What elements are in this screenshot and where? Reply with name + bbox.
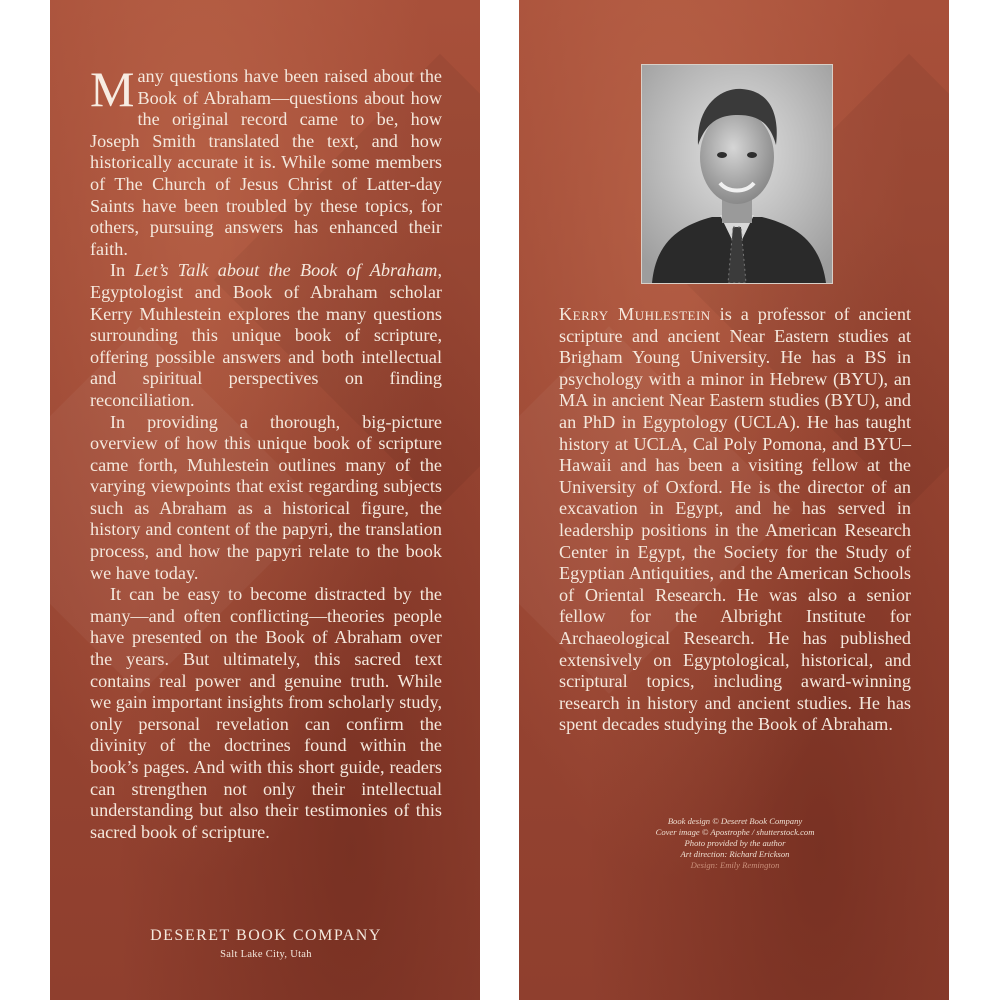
author-photo — [641, 64, 833, 284]
description-paragraph-1: Many questions have been raised about the Book of Abraham—questions about how the original record came to be, how Joseph Smith translated the text, and how historically accurate it is. While some members of The Church of Jesus Christ of Latter-day Saints have been troubled by these topics, for others, pursuing answers has enhanced their faith. — [90, 61, 442, 259]
publisher-city: Salt Lake City, Utah — [220, 949, 312, 960]
credit-line: Design: Emily Remington — [690, 860, 780, 870]
credit-line: Book design © Deseret Book Company — [667, 816, 803, 826]
description-paragraph-2: In Let’s Talk about the Book of Abraham, Egyptologist and Book of Abraham scholar Kerry Muhlestein explores the many questions surrounding this unique book of scripture, offering possible answers and both intellectual and spiritual perspectives on finding reconciliation. — [90, 260, 442, 410]
back-cover-right-panel — [519, 0, 949, 1000]
description-paragraph-3: In providing a thorough, big-picture overview of how this unique book of scripture came forth, Muhlestein outlines many of the varying viewpoints that exist regarding subjects such as Abraham as a historical figure, the history and content of the papyri, the translation process, and how the papyri relate to the book we have today. — [90, 411, 442, 583]
description-paragraph-4: It can be easy to become distracted by the many—and often conflicting—theories people have presented on the Book of Abraham over the years. But ultimately, this sacred text contains real power and genuine truth. While we gain important insights from scholarly study, only personal revelation can confirm the divinity of the doctrines found within the book’s pages. And with this short guide, readers can strengthen not only their intellectual understanding but also their testimonies of this sacred book of scripture. — [90, 584, 442, 842]
credit-line: Photo provided by the author — [684, 838, 786, 848]
cover-credits — [559, 816, 911, 871]
book-title: Let’s Talk about the Book of Abraham — [134, 260, 438, 281]
credit-line: Cover image © Apostrophe / shutterstock.com — [655, 827, 815, 837]
book-description — [90, 61, 442, 843]
author-bio — [559, 304, 911, 736]
credit-line: Art direction: Richard Erickson — [680, 849, 790, 859]
author-name: Kerry Muhlestein — [559, 304, 711, 324]
back-cover-left-panel — [50, 0, 480, 1000]
bio-paragraph: Kerry Muhlestein is a professor of ancient scripture and ancient Near Eastern studies at Brigham Young University. He has a BS in psychology with a minor in Hebrew (BYU), an MA in ancient Near Eastern studies (BYU), and an PhD in Egyptology (UCLA). He has taught history at UCLA, Cal Poly Pomona, and BYU–Hawaii and has been a visiting fellow at the University of Oxford. He is the director of an excavation in Egypt, and he has served in leadership positions in the American Research Center in Egypt, the Society for the Study of Egyptian Antiquities, and the American Schools of Oriental Research. He was also a senior fellow for the Albright Institute for Archaeological Research. He has published extensively on Egyptological, historical, and scriptural topics, including award-winning research in history and ancient studies. He has spent decades studying the Book of Abraham. — [559, 304, 911, 735]
publisher-name: DESERET BOOK COMPANY — [150, 927, 382, 944]
drop-cap: M — [90, 61, 135, 117]
publisher-block — [90, 927, 442, 960]
